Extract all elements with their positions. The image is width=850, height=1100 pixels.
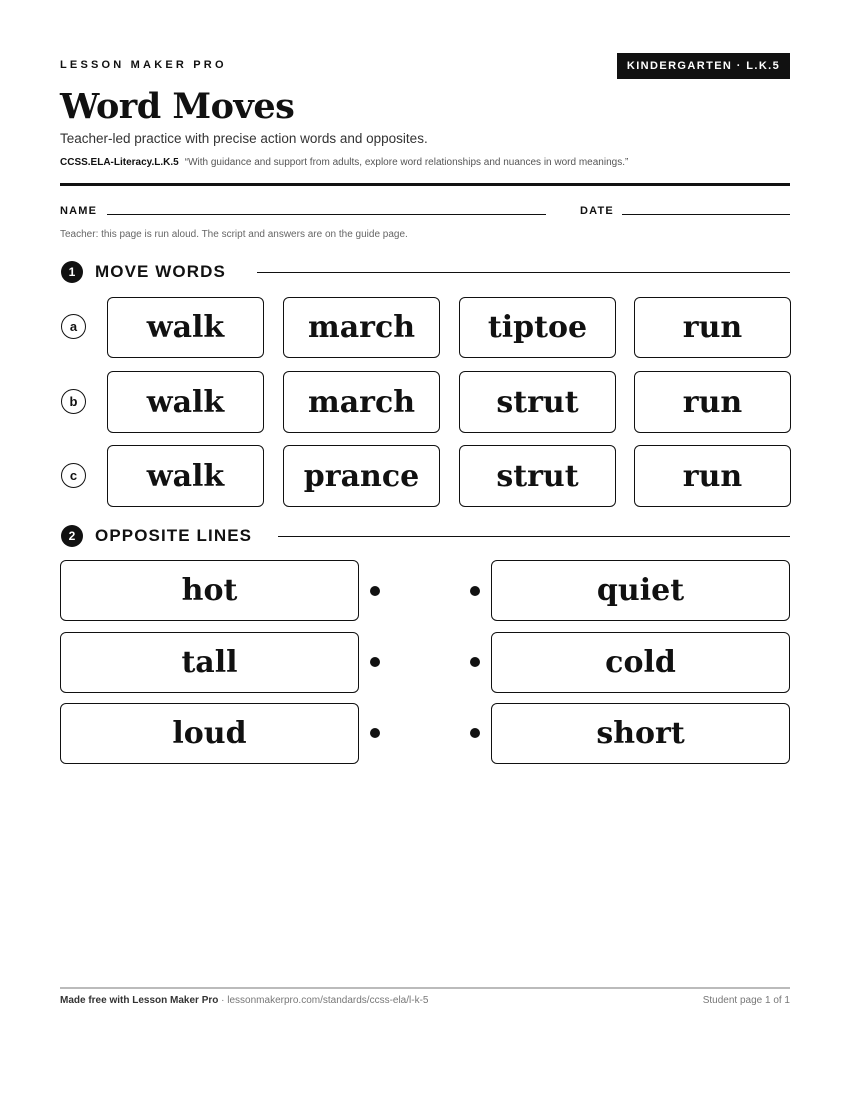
header-divider xyxy=(60,183,790,186)
row-marker-c: c xyxy=(61,463,86,488)
standard-text: “With guidance and support from adults, explore word relationships and nuances in word meanings.” xyxy=(184,157,629,168)
move-word-card[interactable]: walk xyxy=(107,371,264,433)
move-word-card[interactable]: march xyxy=(283,371,440,433)
standard-line xyxy=(60,157,628,168)
teacher-note: Teacher: this page is run aloud. The script and answers are on the guide page. xyxy=(60,229,408,240)
move-word-card[interactable]: strut xyxy=(459,371,616,433)
move-word-card[interactable]: prance xyxy=(283,445,440,507)
footer-url[interactable]: · lessonmakerpro.com/standards/ccss-ela/l-k-5 xyxy=(218,995,429,1006)
move-word-card[interactable]: run xyxy=(634,445,791,507)
date-field[interactable] xyxy=(622,214,790,215)
section-2-rule xyxy=(278,536,790,537)
left-connector-dot[interactable] xyxy=(370,728,380,738)
left-connector-dot[interactable] xyxy=(370,586,380,596)
row-marker-a: a xyxy=(61,314,86,339)
page-title: Word Moves xyxy=(60,86,295,127)
page-subtitle: Teacher-led practice with precise action words and opposites. xyxy=(60,131,428,146)
move-word-card[interactable]: walk xyxy=(107,297,264,358)
move-word-card[interactable]: run xyxy=(634,297,791,358)
section-2-title: OPPOSITE LINES xyxy=(95,526,253,545)
move-word-card[interactable]: march xyxy=(283,297,440,358)
footer-credit xyxy=(60,995,428,1006)
opposite-left-card[interactable]: hot xyxy=(60,560,359,621)
opposite-right-card[interactable]: cold xyxy=(491,632,790,693)
left-connector-dot[interactable] xyxy=(370,657,380,667)
section-1-title: MOVE WORDS xyxy=(95,262,226,281)
right-connector-dot[interactable] xyxy=(470,586,480,596)
opposite-left-card[interactable]: tall xyxy=(60,632,359,693)
move-word-card[interactable]: tiptoe xyxy=(459,297,616,358)
standard-code: CCSS.ELA-Literacy.L.K.5 xyxy=(60,157,179,168)
footer-made-with: Made free with Lesson Maker Pro xyxy=(60,995,219,1006)
move-word-card[interactable]: walk xyxy=(107,445,264,507)
brand-name: LESSON MAKER PRO xyxy=(60,59,227,71)
footer-page-label: Student page 1 of 1 xyxy=(702,995,790,1006)
row-marker-b: b xyxy=(61,389,86,414)
grade-badge: KINDERGARTEN · L.K.5 xyxy=(617,53,790,79)
opposite-right-card[interactable]: quiet xyxy=(491,560,790,621)
opposite-left-card[interactable]: loud xyxy=(60,703,359,764)
date-label: DATE xyxy=(580,205,614,217)
move-word-card[interactable]: strut xyxy=(459,445,616,507)
section-2-number: 2 xyxy=(61,525,83,547)
move-word-card[interactable]: run xyxy=(634,371,791,433)
footer-divider xyxy=(60,987,790,989)
section-1-rule xyxy=(257,272,790,273)
name-field[interactable] xyxy=(107,214,546,215)
opposite-right-card[interactable]: short xyxy=(491,703,790,764)
name-label: NAME xyxy=(60,205,98,217)
section-1-number: 1 xyxy=(61,261,83,283)
right-connector-dot[interactable] xyxy=(470,657,480,667)
right-connector-dot[interactable] xyxy=(470,728,480,738)
